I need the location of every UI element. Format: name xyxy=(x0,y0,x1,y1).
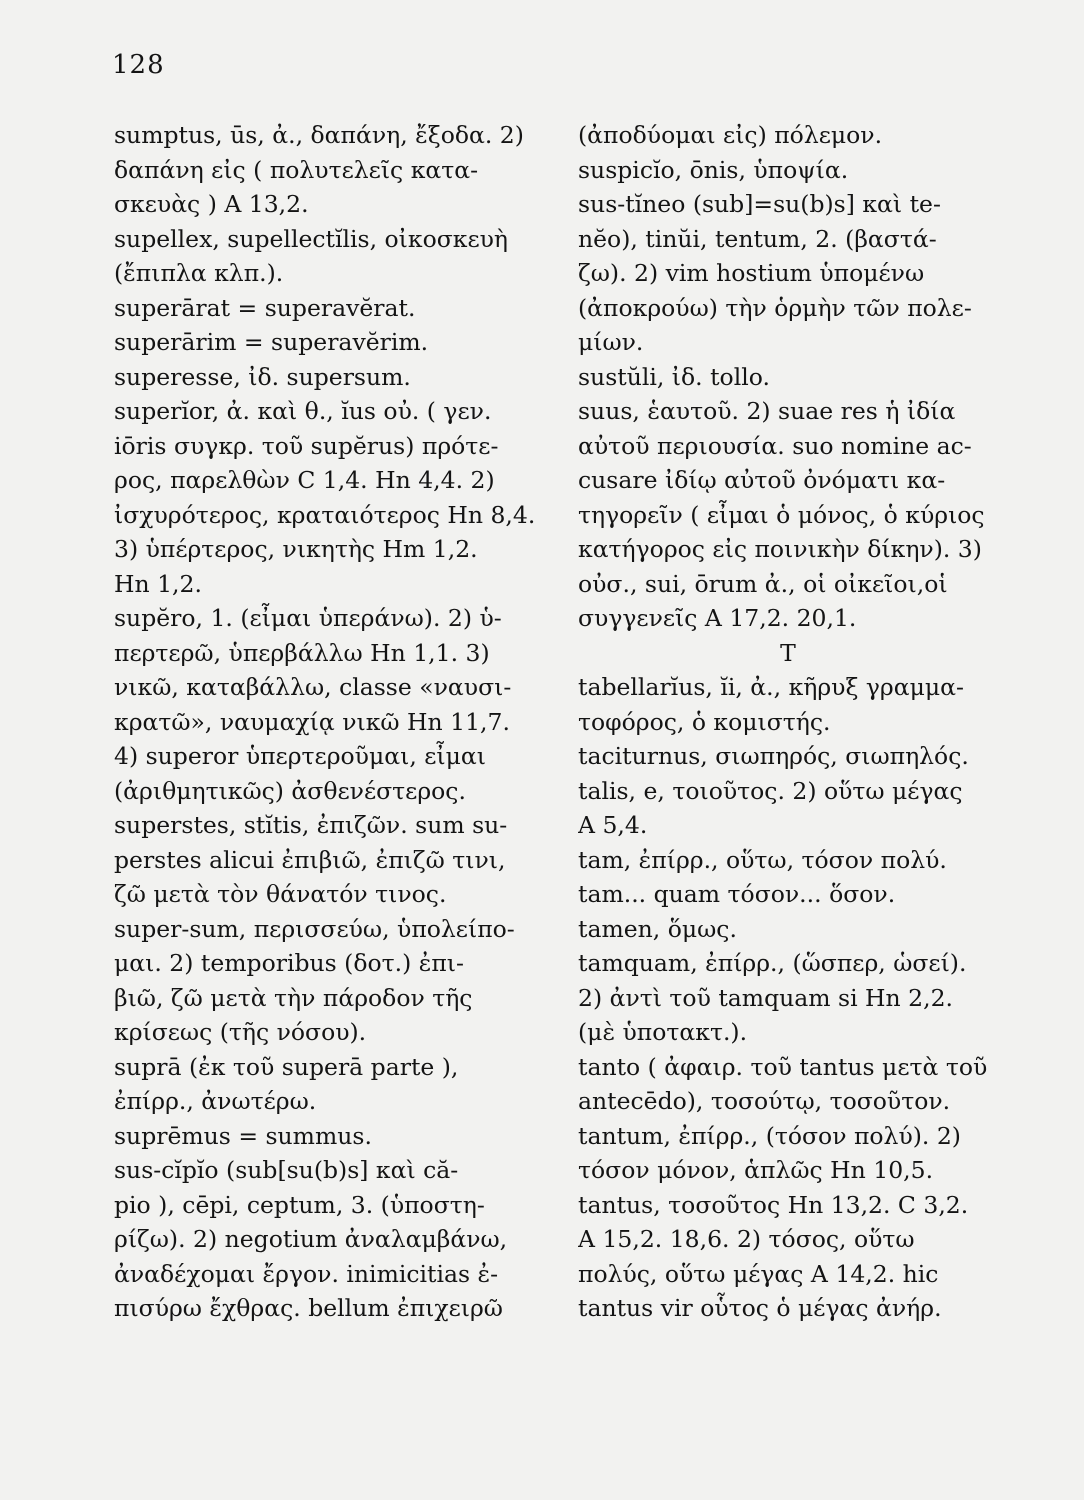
text-line: (μὲ ὑποτακτ.). xyxy=(578,1018,748,1046)
text-line: tam, ἐπίρρ., οὕτω, τόσον πολύ. xyxy=(578,845,947,874)
text-line: supĕro, 1. (εἶμαι ὑπεράνω). 2) ὑ- xyxy=(114,604,502,632)
text-line: cusare ἰδίῳ αὐτοῦ ὀνόματι κα- xyxy=(578,466,946,494)
text-line: δαπάνη εἰς ( πολυτελεῖς κατα- xyxy=(114,155,479,184)
text-line: κρίσεως (τῆς νόσου). xyxy=(114,1018,367,1046)
text-line: 3) ὑπέρτερος, νικητὴς Hm 1,2. xyxy=(114,535,478,563)
text-line: sus-tĭneo (sub]=su(b)s] καὶ te- xyxy=(578,190,941,218)
text-line: sustŭli, ἰδ. tollo. xyxy=(578,362,770,391)
text-line: A 15,2. 18,6. 2) τόσος, οὕτω xyxy=(578,1225,915,1253)
text-line: pio ), cēpi, ceptum, 3. (ὑποστη- xyxy=(114,1190,485,1219)
text-line: πολύς, οὕτω μέγας A 14,2. hic xyxy=(578,1259,939,1288)
text-line: τόσον μόνον, ἁπλῶς Hn 10,5. xyxy=(578,1156,934,1184)
text-line: νικῶ, καταβάλλω, classe «ναυσι- xyxy=(114,673,512,701)
left-column xyxy=(114,118,546,1326)
text-line: superārat = superavĕrat. xyxy=(114,293,416,322)
text-line: superārim = superavĕrim. xyxy=(114,328,429,356)
text-line: perstes alicui ἐπιβιῶ, ἐπιζῶ τινι, xyxy=(114,845,506,874)
text-line: suprēmus = summus. xyxy=(114,1121,372,1150)
text-line: tamen, ὅμως. xyxy=(578,914,737,943)
text-line: tantus, τοσοῦτος Hn 13,2. C 3,2. xyxy=(578,1190,969,1219)
text-line: superesse, ἰδ. supersum. xyxy=(114,362,411,391)
text-line: ἀναδέχομαι ἔργον. inimicitias ἐ- xyxy=(114,1259,499,1288)
text-line: 4) superor ὑπερτεροῦμαι, εἶμαι xyxy=(114,742,487,770)
text-line: ἰσχυρότερος, κραταιότερος Hn 8,4. xyxy=(114,500,536,529)
text-line: ρίζω). 2) negotium ἀναλαμβάνω, xyxy=(114,1225,508,1253)
text-line: ζῶ μετὰ τὸν θάνατόν τινος. xyxy=(114,880,447,908)
text-line: συγγενεῖς A 17,2. 20,1. xyxy=(578,604,857,632)
text-line: suspicĭo, ōnis, ὑποψία. xyxy=(578,155,849,184)
section-letter: T xyxy=(780,638,796,667)
text-line: (ἀποδύομαι εἰς) πόλεμον. xyxy=(578,121,883,149)
text-line: suus, ἑαυτοῦ. 2) suae res ἡ ἰδία xyxy=(578,397,956,425)
text-line: τηγορεῖν ( εἶμαι ὁ μόνος, ὁ κύριος xyxy=(578,500,985,529)
text-line: sumptus, ūs, ἀ., δαπάνη, ἔξοδα. 2) xyxy=(114,121,524,149)
text-line: tam... quam τόσον... ὅσον. xyxy=(578,880,896,908)
text-line: βιῶ, ζῶ μετὰ τὴν πάροδον τῆς xyxy=(114,983,473,1012)
text-line: tantus vir οὗτος ὁ μέγας ἀνήρ. xyxy=(578,1294,942,1322)
text-line: κατήγορος εἰς ποινικὴν δίκην). 3) xyxy=(578,535,982,563)
text-line: supellex, supellectĭlis, οἰκοσκευὴ xyxy=(114,224,508,253)
text-line: πισύρω ἔχθρας. bellum ἐπιχειρῶ xyxy=(114,1294,503,1322)
text-line: (ἔπιπλα κλπ.). xyxy=(114,259,284,287)
text-line: superstes, stĭtis, ἐπιζῶν. sum su- xyxy=(114,811,508,839)
text-line: tamquam, ἐπίρρ., (ὥσπερ, ὡσεί). xyxy=(578,949,967,977)
right-column xyxy=(578,118,998,1326)
text-line: antecēdo), τοσούτῳ, τοσοῦτον. xyxy=(578,1087,951,1115)
text-line: τοφόρος, ὁ κομιστής. xyxy=(578,707,831,736)
text-line: 2) ἀντὶ τοῦ tamquam si Hn 2,2. xyxy=(578,983,954,1012)
text-line: iōris συγκρ. τοῦ supĕrus) πρότε- xyxy=(114,431,499,460)
text-line: tabellarĭus, ĭi, ἀ., κῆρυξ γραμμα- xyxy=(578,673,964,701)
text-line: περτερῶ, ὑπερβάλλω Hn 1,1. 3) xyxy=(114,638,490,667)
text-line: tanto ( ἀφαιρ. τοῦ tantus μετὰ τοῦ xyxy=(578,1052,988,1081)
text-line: super-sum, περισσεύω, ὑπολείπο- xyxy=(114,914,515,943)
page-number: 128 xyxy=(112,50,165,80)
text-line: (ἀποκρούω) τὴν ὁρμὴν τῶν πολε- xyxy=(578,293,972,322)
text-line: nĕo), tinŭi, tentum, 2. (βαστά- xyxy=(578,224,937,253)
text-line: ζω). 2) vim hostium ὑπομένω xyxy=(578,259,925,287)
text-line: ρος, παρελθὼν C 1,4. Hn 4,4. 2) xyxy=(114,466,495,494)
text-line: talis, e, τοιοῦτος. 2) οὕτω μέγας xyxy=(578,776,963,805)
text-line: superĭor, ἀ. καὶ θ., ĭus οὐ. ( γεν. xyxy=(114,397,492,425)
text-line: sus-cĭpĭo (sub[su(b)s] καὶ că- xyxy=(114,1156,459,1184)
text-line: κρατῶ», ναυμαχίᾳ νικῶ Hn 11,7. xyxy=(114,707,510,736)
text-line: (ἀριθμητικῶς) ἀσθενέστερος. xyxy=(114,776,466,805)
text-line: ἐπίρρ., ἀνωτέρω. xyxy=(114,1087,317,1115)
text-line: μίων. xyxy=(578,328,644,356)
text-line: αὐτοῦ περιουσία. suo nomine ac- xyxy=(578,431,972,460)
text-line: A 5,4. xyxy=(578,811,648,839)
text-line: Hn 1,2. xyxy=(114,569,202,598)
text-line: suprā (ἐκ τοῦ superā parte ), xyxy=(114,1052,459,1081)
text-line: μαι. 2) temporibus (δοτ.) ἐπι- xyxy=(114,949,464,977)
text-line: οὐσ., sui, ōrum ἀ., οἱ οἰκεῖοι,οἱ xyxy=(578,569,948,598)
text-line: tantum, ἐπίρρ., (τόσον πολύ). 2) xyxy=(578,1121,961,1150)
text-line: σκευὰς ) A 13,2. xyxy=(114,190,309,218)
text-line: taciturnus, σιωπηρός, σιωπηλός. xyxy=(578,742,969,770)
